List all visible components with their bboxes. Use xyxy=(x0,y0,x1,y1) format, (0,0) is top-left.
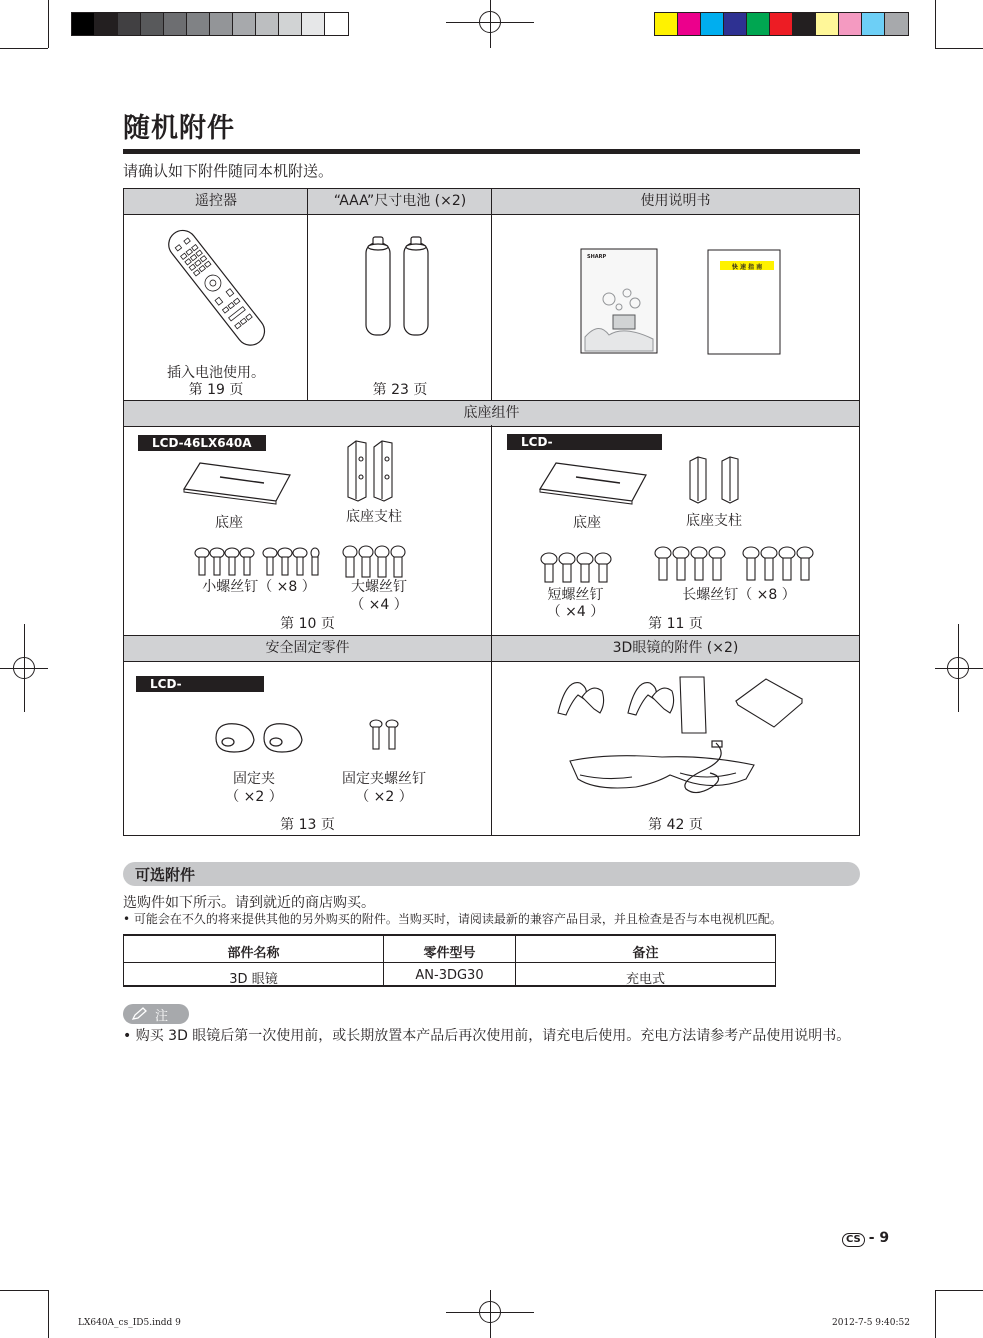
optional-section-header xyxy=(123,862,860,886)
color-swatch xyxy=(862,13,885,35)
small-screws-illustration xyxy=(194,547,320,579)
large-screws-illustration xyxy=(342,545,408,579)
remote-caption-1: 插入电池使用。 xyxy=(167,365,265,381)
stand-base-illustration xyxy=(180,459,294,505)
clip-screws-label: 固定夹螺丝钉 xyxy=(342,771,426,787)
color-swatch xyxy=(724,13,747,35)
title-rule xyxy=(123,149,860,154)
optional-cell-remark: 充电式 xyxy=(625,972,665,987)
stand-post-illustration xyxy=(344,439,400,503)
large-screws-count: （ ×4 ） xyxy=(350,597,408,613)
remote-header: 遥控器 xyxy=(124,189,308,215)
footer-stamp: 2012-7-5 9:40:52 xyxy=(832,1318,910,1328)
page-title: 随机附件 xyxy=(123,113,235,144)
manual-header: 使用说明书 xyxy=(492,189,859,215)
color-swatch xyxy=(701,13,724,35)
gray-swatch xyxy=(187,13,210,35)
color-swatch xyxy=(793,13,816,35)
gray-swatch xyxy=(210,13,233,35)
gray-swatch xyxy=(141,13,164,35)
stand-left-page: 第 10 页 xyxy=(280,616,335,632)
usb-cable-illustration xyxy=(676,739,732,797)
color-swatch xyxy=(655,13,678,35)
stand-header: 底座组件 xyxy=(124,400,859,427)
remote-control-illustration xyxy=(162,227,270,347)
clip-screws-illustration xyxy=(368,719,400,751)
gray-swatch xyxy=(233,13,256,35)
operation-manual-illustration xyxy=(579,247,661,357)
note-text: • 购买 3D 眼镜后第一次使用前，或长期放置本产品后再次使用前，请充电后使用。充电方法请参考产品使用说明书。 xyxy=(123,1028,851,1044)
manual-brand: SHARP xyxy=(587,254,607,260)
clip-screws-count: （ ×2 ） xyxy=(355,789,413,805)
glasses-page: 第 42 页 xyxy=(648,817,703,833)
stand-base-large-illustration xyxy=(536,459,650,505)
gray-swatch xyxy=(279,13,302,35)
optional-cell-model: AN-3DG30 xyxy=(415,968,484,983)
glasses-header: 3D眼镜的附件 (×2) xyxy=(492,635,859,662)
optional-cell-name: 3D 眼镜 xyxy=(229,972,278,987)
pencil-icon xyxy=(131,1007,147,1021)
safety-model-tag: LCD-60/70LX640A xyxy=(136,676,264,692)
optional-header-remark: 备注 xyxy=(632,946,659,961)
short-screws-illustration xyxy=(540,552,612,586)
aaa-batteries-illustration xyxy=(362,235,442,339)
stand-post-large-illustration xyxy=(686,455,744,505)
gray-swatch xyxy=(256,13,279,35)
quick-guide-label: 快 速 指 南 xyxy=(731,264,763,271)
remote-caption-page: 第 19 页 xyxy=(188,382,244,398)
grayscale-calibration-bar xyxy=(71,12,349,36)
color-swatch xyxy=(816,13,839,35)
color-swatch xyxy=(678,13,701,35)
footer-file: LX640A_cs_ID5.indd 9 xyxy=(78,1318,181,1328)
optional-text: 选购件如下所示。请到就近的商店购买。 xyxy=(123,895,375,911)
color-swatch xyxy=(747,13,770,35)
small-screws-label: 小螺丝钉（ ×8 ） xyxy=(202,579,316,595)
page-number xyxy=(842,1230,889,1247)
page-number-value: 9 xyxy=(879,1230,890,1246)
safety-page: 第 13 页 xyxy=(280,817,335,833)
optional-table xyxy=(123,934,776,987)
stand-right-page: 第 11 页 xyxy=(648,616,703,632)
stand-left-base-label: 底座 xyxy=(215,515,243,531)
page-number-sep: - xyxy=(868,1230,875,1246)
battery-header: “AAA”尺寸电池 (×2) xyxy=(308,189,492,215)
optional-bullet: • 可能会在不久的将来提供其他的另外购买的附件。当购买时，请阅读最新的兼容产品目录，并且检查是否与本电视机匹配。 xyxy=(123,912,782,926)
gray-swatch xyxy=(164,13,187,35)
fixing-clip-label: 固定夹 xyxy=(233,771,275,787)
long-screws-illustration xyxy=(654,546,816,582)
stand-left-model-tag: LCD-46LX640A xyxy=(138,435,266,451)
color-swatch xyxy=(839,13,862,35)
gray-swatch xyxy=(325,13,348,35)
gray-swatch xyxy=(302,13,325,35)
note-badge xyxy=(123,1004,189,1024)
short-screws-count: （ ×4 ） xyxy=(546,604,605,620)
glasses-accessories-illustration xyxy=(552,673,856,735)
fixing-clip-count: （ ×2 ） xyxy=(225,789,283,805)
stand-right-base-label: 底座 xyxy=(573,515,601,531)
color-swatch xyxy=(770,13,793,35)
color-swatch xyxy=(885,13,908,35)
large-screws-label: 大螺丝钉 xyxy=(351,579,407,595)
optional-header-name: 部件名称 xyxy=(227,946,280,961)
note-label: 注 xyxy=(155,1009,169,1024)
long-screws-label: 长螺丝钉（ ×8 ） xyxy=(682,587,796,603)
stand-left-post-label: 底座支柱 xyxy=(346,509,402,525)
battery-caption-page: 第 23 页 xyxy=(372,382,428,398)
gray-swatch xyxy=(95,13,118,35)
intro-text: 请确认如下附件随同本机附送。 xyxy=(123,162,334,180)
optional-title: 可选附件 xyxy=(135,866,196,884)
language-badge: CS xyxy=(842,1233,865,1247)
accessories-table xyxy=(123,188,860,836)
color-calibration-bar xyxy=(654,12,909,36)
fixing-clips-illustration xyxy=(212,716,308,756)
stand-right-model-tag: LCD-52/60/70LX640A xyxy=(507,434,662,450)
gray-swatch xyxy=(118,13,141,35)
safety-header: 安全固定零件 xyxy=(124,635,491,662)
gray-swatch xyxy=(72,13,95,35)
short-screws-label: 短螺丝钉 xyxy=(547,587,604,603)
optional-header-model: 零件型号 xyxy=(423,946,476,961)
stand-right-post-label: 底座支柱 xyxy=(686,513,742,529)
